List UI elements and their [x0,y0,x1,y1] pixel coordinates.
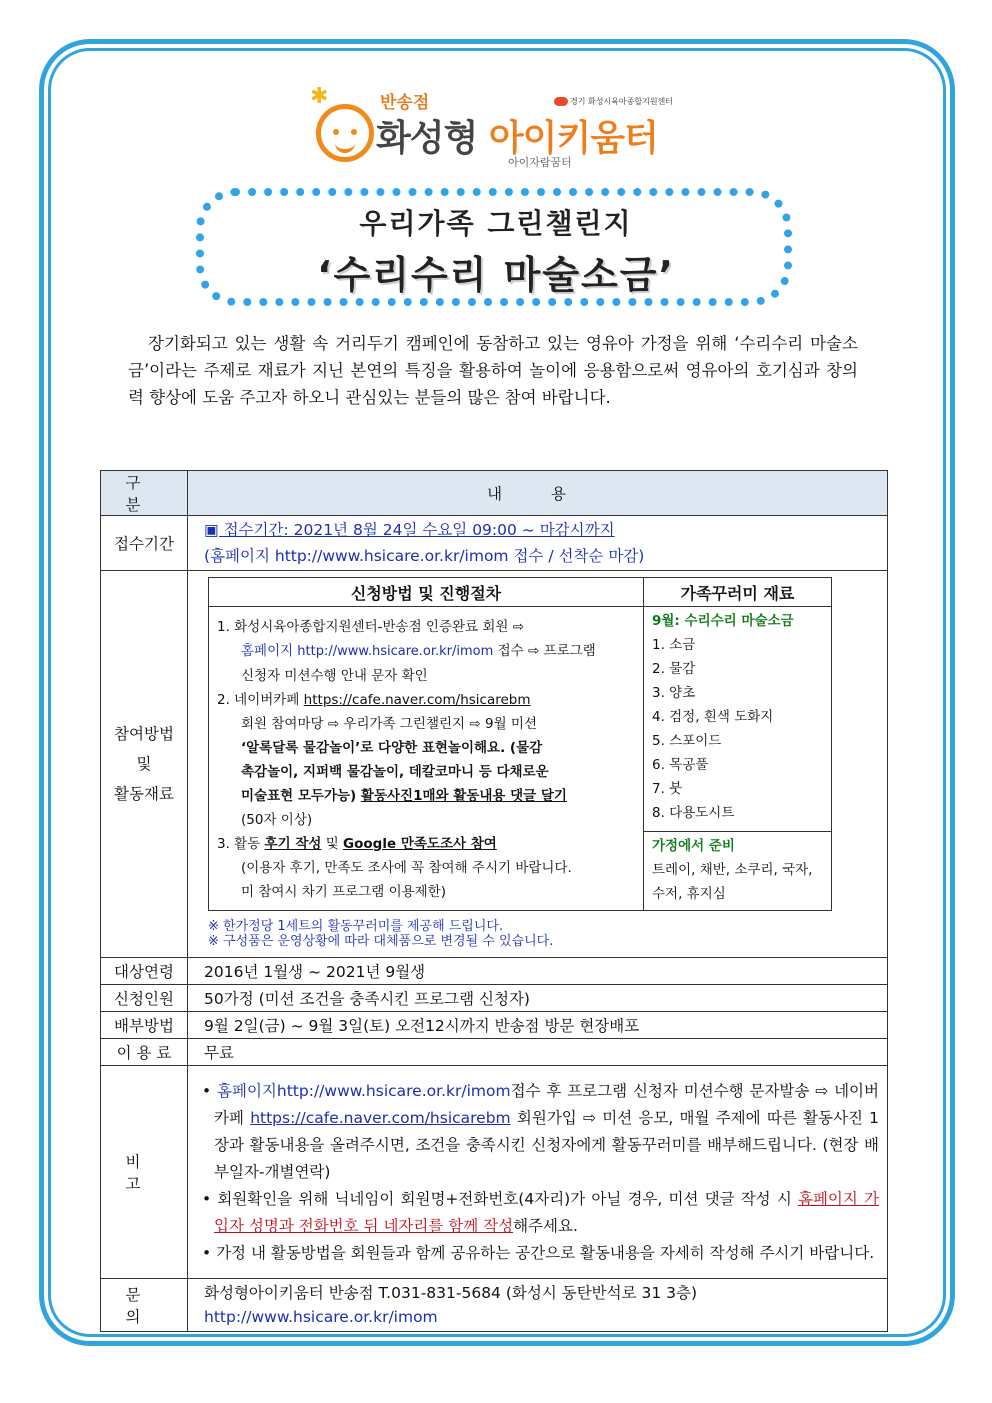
step-3: 3. 활동 후기 작성 및 Google 만족도조사 참여 [217,836,497,852]
logo [310,86,690,172]
step-2: 2. 네이버카페 https://cafe.naver.com/hsicarebm [217,692,531,708]
procedure-steps [209,607,644,911]
step-2-mission-3: 미술표현 모두가능) 활동사진1매와 활동내용 댓글 달기 [241,788,567,804]
materials-list [644,607,832,832]
google-survey-link[interactable]: Google 만족도조사 참여 [343,836,497,852]
logo-subtitle: 아이자람꿈터 [508,156,572,169]
center-logo-icon [554,97,568,106]
material-item: 5. 스포이드 [652,733,722,749]
row-contact [101,1279,888,1332]
step-2-mission-2: 촉감놀이, 지퍼백 물감놀이, 데칼코마니 등 다채로운 [241,764,549,780]
step-2-path: 회원 참여마당 ⇨ 우리가족 그린챌린지 ⇨ 9월 미션 [241,716,537,732]
naver-cafe-link[interactable]: https://cafe.naver.com/hsicarebm [303,692,531,708]
proc-header: 신청방법 및 진행절차 [209,578,644,607]
row-reception [101,516,888,571]
method-inner-table [208,577,832,911]
material-item: 4. 검정, 흰색 도화지 [652,709,774,725]
title-line-1: 우리가족 그린챌린지 [359,207,633,240]
star-icon: ✱ [310,84,329,109]
step-1-sms: 신청자 미션수행 안내 문자 확인 [241,668,428,684]
label-remarks: 비 고 [101,1066,188,1279]
row-distribute [101,1012,888,1039]
step-1: 1. 화성시육아종합지원센터-반송점 인증완료 회원 ⇨ [217,619,525,635]
distribute-value: 9월 2일(금) ~ 9월 3일(토) 오전12시까지 반송점 방문 현장배포 [188,1012,888,1039]
center-logo: 경기 화성시육아종합지원센터 [554,96,673,107]
label-count: 신청인원 [101,985,188,1012]
label-reception: 접수기간 [101,516,188,571]
row-remarks [101,1066,888,1279]
note-2: ※ 구성품은 운영상황에 따라 대체품으로 변경될 수 있습니다. [208,934,554,949]
header-col-content: 내 용 [188,471,888,516]
step-3-note-2: 미 참여시 차기 프로그램 이용제한) [241,884,447,900]
label-method: 참여방법 및 활동재료 [101,571,188,958]
step-1-homepage: 홈페이지 http://www.hsicare.or.kr/imom 접수 ⇨ 프로그램 [241,643,596,659]
step-1-url-link[interactable]: http://www.hsicare.or.kr/imom [293,644,494,659]
remark-3: • 가정 내 활동방법을 회원들과 함께 공유하는 공간으로 활동내용을 자세히 작성해 주시기 바랍니다. [202,1243,875,1262]
step-3-note-1: (이용자 후기, 만족도 조사에 꼭 참여해 주시기 바랍니다. [241,860,572,876]
reception-content [188,516,888,571]
count-value: 50가정 (미션 조건을 충족시킨 프로그램 신청자) [188,985,888,1012]
material-item: 7. 붓 [652,781,683,797]
contact-link[interactable]: http://www.hsicare.or.kr/imom [204,1308,438,1326]
step-2-min-chars: (50자 이상) [241,812,313,828]
material-item: 1. 소금 [652,637,696,653]
step-2-mission-1: ‘알록달록 물감놀이’로 다양한 표현놀이해요. (물감 [241,740,543,756]
row-method [101,571,888,958]
label-distribute: 배부방법 [101,1012,188,1039]
label-age: 대상연령 [101,958,188,985]
age-value: 2016년 1월생 ~ 2021년 9월생 [188,958,888,985]
homepage-link[interactable]: http://www.hsicare.or.kr/imom [276,1081,511,1100]
title-line-2: ‘수리수리 마술소금’ [317,253,675,297]
material-item: 2. 물감 [652,661,696,677]
reception-period[interactable]: ▣ 접수기간: 2021년 8월 24일 수요일 09:00 ~ 마감시까지 [204,521,615,539]
home-prep-title: 가정에서 준비 [652,838,735,855]
home-prep-items: 트레이, 채반, 소쿠리, 국자, 수저, 휴지심 [652,862,813,903]
reception-homepage: (홈페이지 http://www.hsicare.or.kr/imom 접수 / 선착순 마감) [204,547,645,565]
row-fee [101,1039,888,1066]
naver-cafe-link-2[interactable]: https://cafe.naver.com/hsicarebm [250,1108,511,1127]
table-header-row [101,471,888,516]
material-item: 3. 양초 [652,685,696,701]
material-item: 6. 목공풀 [652,757,709,773]
materials-title: 9월: 수리수리 마술소금 [652,613,794,629]
material-item: 8. 다용도시트 [652,805,735,821]
contact-content [188,1279,888,1332]
contact-info: 화성형아이키움터 반송점 T.031-831-5684 (화성시 동탄반석로 31 3층) [204,1284,698,1302]
info-table [100,470,888,1332]
smiley-face-icon [316,104,374,162]
home-prep [644,832,832,911]
materials-header: 가족꾸러미 재료 [644,578,832,607]
note-1: ※ 한가정당 1세트의 활동꾸러미를 제공해 드립니다. [208,919,504,934]
row-count [101,985,888,1012]
logo-branch: 반송점 [380,93,430,113]
method-content [188,571,888,958]
fee-value: 무료 [188,1039,888,1066]
remark-1: • 홈페이지http://www.hsicare.or.kr/imom접수 후 프로그램 신청자 미션수행 문자발송 ⇨ 네이버카페 https://cafe.naver.com/hsicarebm 회원가입 ⇨ 미션 응모, 매월 주제에 따른 활동사진 1장과 활동내용을 올려주시면, 조건을 충족시킨 신청자에게 활동꾸러미를 배부해드립니다. (현장 배부일자-개별연락) [202,1081,880,1181]
remark-2: • 회원확인을 위해 닉네임이 회원명+전화번호(4자리)가 아닐 경우, 미션 댓글 작성 시 홈페이지 가입자 성명과 전화번호 뒤 네자리를 함께 작성해주세요. [202,1189,879,1235]
row-age [101,958,888,985]
logo-name: 화성형 아이키움터 [376,118,658,159]
label-fee: 이 용 료 [101,1039,188,1066]
remarks-content [188,1066,888,1279]
header-col-category: 구 분 [101,471,188,516]
label-contact: 문 의 [101,1279,188,1332]
intro-paragraph: 장기화되고 있는 생활 속 거리두기 캠페인에 동참하고 있는 영유아 가정을 위해 ‘수리수리 마술소금’이라는 주제로 재료가 지닌 본연의 특징을 활용하여 놀이에 응용함으로써 영유아의 호기심과 창의력 향상에 도움 주고자 하오니 관심있는 분들의 많은 참여 바랍니다. [128,334,858,407]
